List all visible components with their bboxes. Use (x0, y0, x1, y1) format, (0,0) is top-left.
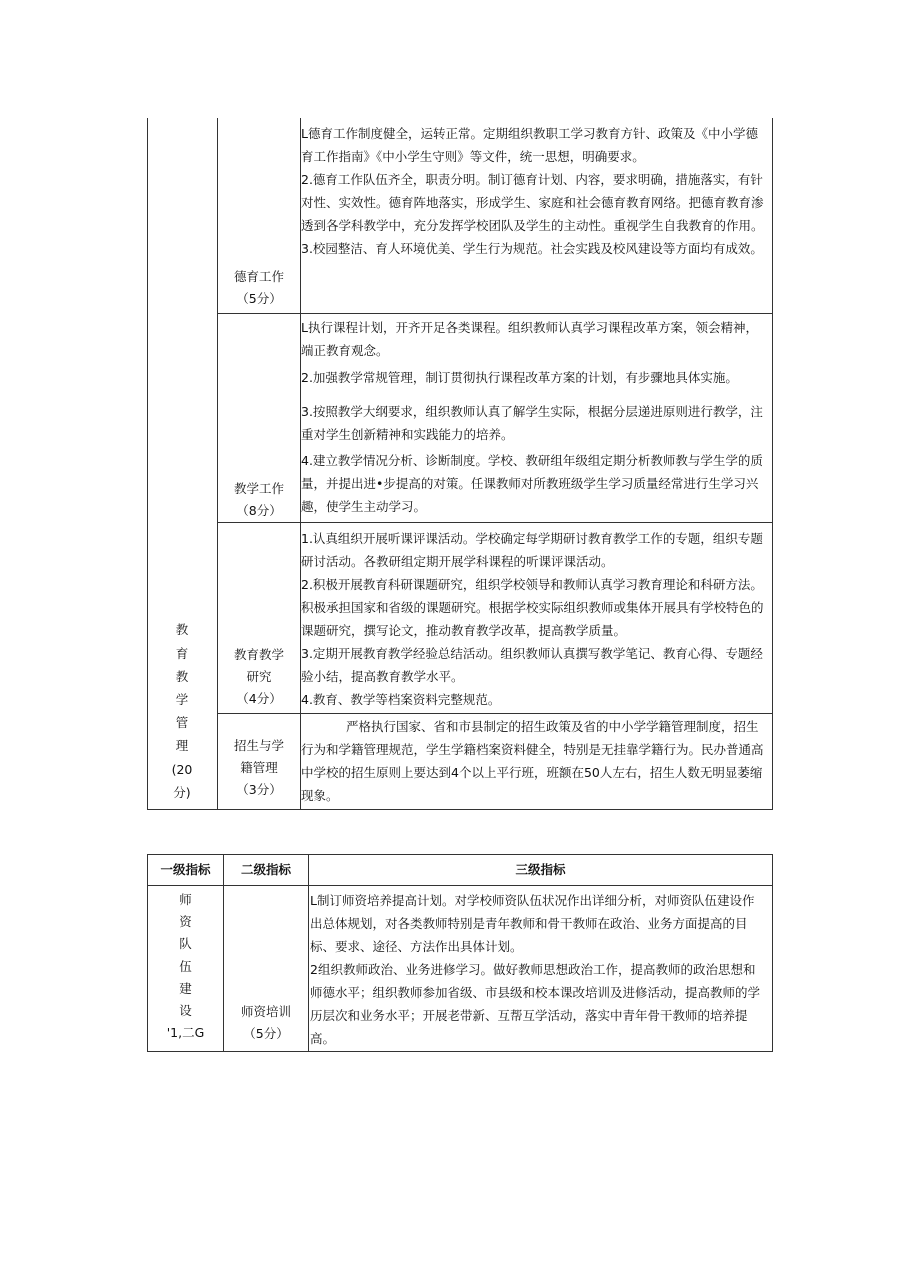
indicator-score: （4分） (236, 691, 282, 706)
criteria-item: L执行课程计划，开齐开足各类课程。组织教师认真学习课程改革方案，领会精神，端正教育观念。 (301, 320, 758, 358)
header-level2: 二级指标 (240, 862, 291, 877)
indicator-score: （5分） (236, 291, 282, 306)
indicator-label: 招生与学籍管理 (233, 738, 284, 775)
indicator-score: （3分） (236, 782, 282, 797)
header-divider (148, 885, 772, 886)
level1-char: 队 (179, 936, 192, 952)
indicator-score: （5分） (243, 1026, 289, 1041)
level1-char: 伍 (179, 958, 192, 974)
level3-criteria-research (301, 527, 767, 711)
level1-char: 分) (173, 784, 191, 800)
level1-char: 资 (179, 914, 192, 930)
criteria-item: 3.按照教学大纲要求，组织教师认真了解学生实际，根据分层递进原则进行教学，注重对学生创新精神和实践能力的培养。 (301, 404, 763, 442)
level2-indicator-teacher-training (224, 1001, 308, 1045)
indicator-score: （8分） (236, 503, 282, 518)
level1-char: 师 (179, 892, 192, 907)
table-border-right (772, 118, 773, 810)
level1-char: 教 (175, 622, 189, 638)
level1-indicator-teacher-team (148, 889, 223, 1044)
indicator-label: 师资培训 (240, 1004, 291, 1019)
level1-indicator-teaching-management (147, 618, 217, 804)
level2-indicator-teaching-work (218, 478, 300, 522)
indicator-label: 教育教学研究 (233, 647, 284, 684)
criteria-item: 3.定期开展教育教学经验总结活动。组织教师认真撰写教学笔记、教育心得、专题经验小结，提高教育教学水平。 (301, 646, 763, 684)
level1-char: 建 (179, 980, 192, 996)
evaluation-table-teaching-management (147, 118, 773, 810)
row-divider (217, 713, 773, 714)
level1-char: 学 (175, 691, 189, 707)
criteria-item: 2组织教师政治、业务进修学习。做好教师思想政治工作，提高教师的政治思想和师德水平；组织教师参加省级、市县级和校本课改培训及进修活动，提高教师的学历层次和业务水平；开展老带新、互帮互学活动，落实中青年骨干教师的培养提高。 (310, 962, 761, 1046)
level3-criteria-teaching-work (301, 316, 767, 518)
level2-indicator-moral-education (218, 266, 300, 310)
criteria-item: 2.德育工作队伍齐全，职责分明。制订德育计划、内容，要求明确，措施落实，有针对性、实效性。德育阵地落实，形成学生、家庭和社会德育教育网络。把德育教育渗透到各学科教学中，充分发挥学校团队及学生的主动性。重视学生自我教育的作用。 (301, 172, 764, 233)
header-level3: 三级指标 (515, 862, 566, 877)
criteria-item: 4.教育、教学等档案资料完整规范。 (301, 692, 501, 707)
level1-char: 教 (175, 668, 189, 684)
level3-criteria-enrollment (301, 715, 767, 807)
level1-char: 设 (179, 1003, 192, 1019)
header-level1: 一级指标 (160, 862, 211, 877)
level2-indicator-enrollment (218, 735, 300, 801)
criteria-item: 2.积极开展教育科研课题研究，组织学校领导和教师认真学习教育理论和科研方法。积极承担国家和省级的课题研究。根据学校实际组织教师或集体开展具有学校特色的课题研究，撰写论文，推动教育教学改革，提高教学质量。 (301, 577, 764, 638)
level1-char: 育 (175, 645, 189, 661)
row-divider (217, 522, 773, 523)
level1-char: (20 (171, 761, 193, 777)
level2-indicator-research (218, 644, 300, 710)
criteria-item: 1.认真组织开展听课评课活动。学校确定每学期研讨教育教学工作的专题，组织专题研讨活动。各教研组定期开展学科课程的听课评课活动。 (301, 531, 763, 569)
indicator-label: 教学工作 (233, 481, 284, 496)
criteria-item: 4.建立教学情况分析、诊断制度。学校、教研组年级组定期分析教师教与学生学的质量，并提出进•步提高的对策。任课教师对所教班级学生学习质量经常进行生学习兴趣，使学生主动学习。 (301, 453, 763, 514)
criteria-item: 严格执行国家、省和市县制定的招生政策及省的中小学学籍管理制度，招生行为和学籍管理规范，学生学籍档案资料健全，特别是无挂靠学籍行为。民办普通高中学校的招生原则上要达到4个以上平行班，班额在50人左右，招生人数无明显萎缩现象。 (301, 719, 764, 803)
criteria-item: L制订师资培养提高计划。对学校师资队伍状况作出详细分析，对师资队伍建设作出总体规划，对各类教师特别是青年教师和骨干教师在政治、业务方面提高的目标、要求、途径、方法作出具体计划。 (310, 893, 755, 954)
criteria-item: 3.校园整洁、育人环境优美、学生行为规范。社会实践及校风建设等方面均有成效。 (301, 241, 763, 256)
level3-criteria-teacher-training (310, 889, 766, 1050)
criteria-item: L德育工作制度健全，运转正常。定期组织教职工学习教育方针、政策及《中小学德育工作指南》《中小学生守则》等文件，统一思想，明确要求。 (301, 126, 758, 164)
table-border-bottom (147, 809, 773, 810)
criteria-item: 2.加强教学常规管理，制订贯彻执行课程改革方案的计划，有步骤地具体实施。 (301, 370, 738, 385)
level1-char: 管 (175, 715, 189, 731)
level3-criteria-moral-education (301, 122, 767, 260)
evaluation-table-teacher-team (147, 854, 773, 1052)
level1-char: 理 (175, 738, 189, 754)
indicator-label: 德育工作 (233, 269, 284, 284)
row-divider (217, 313, 773, 314)
level1-char: '1,二G (166, 1025, 205, 1041)
